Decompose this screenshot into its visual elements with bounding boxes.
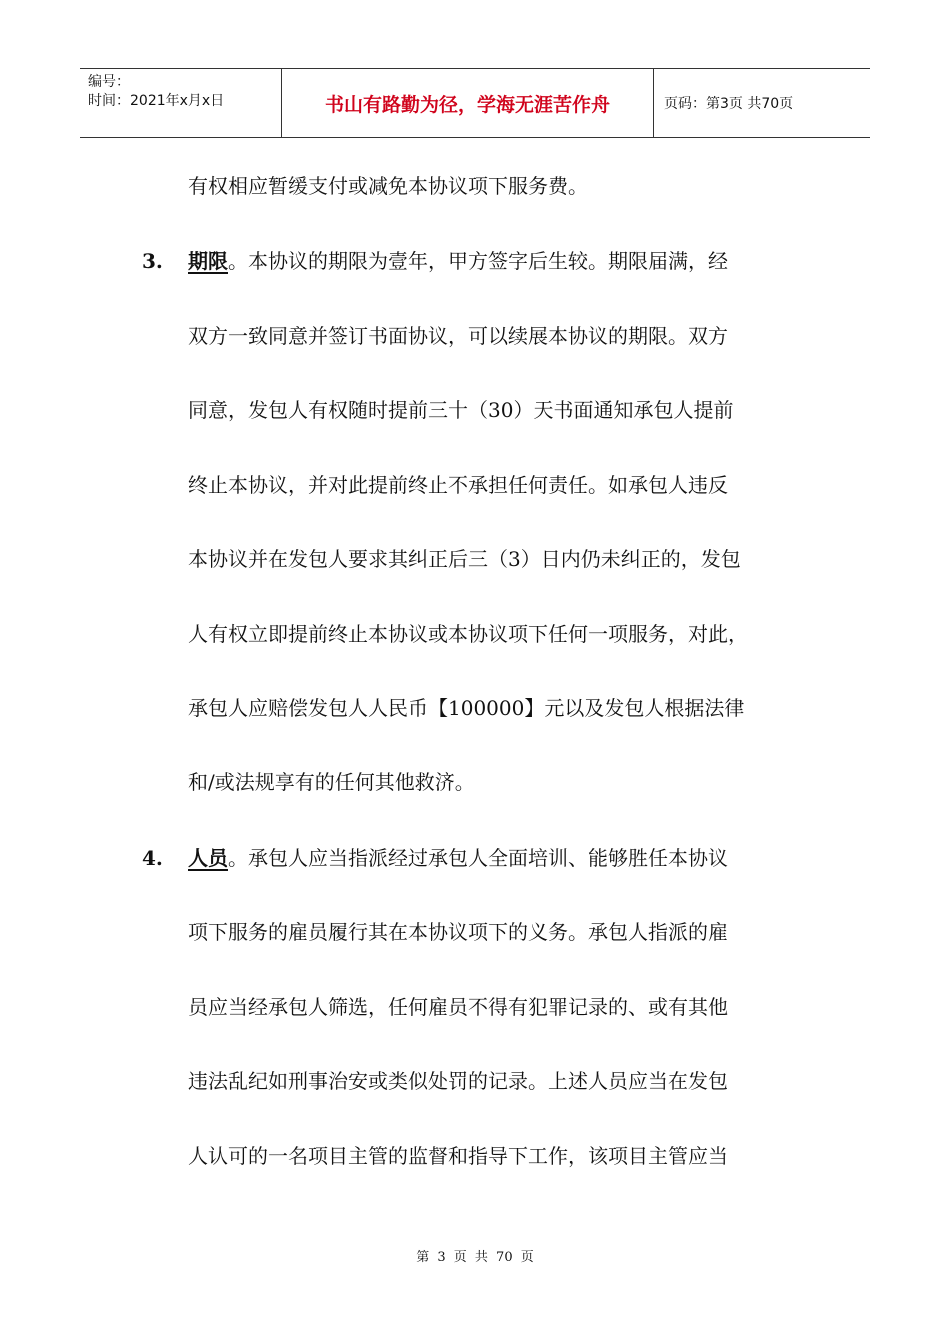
section-term: 期限 (188, 249, 228, 273)
body-line: 承包人应赔偿发包人人民币【100000】元以及发包人根据法律 (188, 696, 745, 720)
section-heading-line (188, 844, 728, 872)
header-page-info: 页码：第3页 共70页 (664, 96, 794, 112)
section-heading-line (188, 247, 728, 275)
body-line: 终止本协议，并对此提前终止不承担任何责任。如承包人违反 (188, 473, 728, 497)
section-number: 3. (142, 249, 163, 273)
body-line: 人认可的一名项目主管的监督和指导下工作，该项目主管应当 (188, 1144, 728, 1168)
section-text: 。本协议的期限为壹年，甲方签字后生较。期限届满，经 (228, 249, 728, 273)
body-line: 违法乱纪如刑事治安或类似处罚的记录。上述人员应当在发包 (188, 1069, 728, 1093)
section-number: 4. (142, 846, 163, 870)
page-footer: 第 3 页 共 70 页 (416, 1250, 534, 1265)
body-line: 人有权立即提前终止本协议或本协议项下任何一项服务，对此， (188, 622, 748, 646)
body-line: 项下服务的雇员履行其在本协议项下的义务。承包人指派的雇 (188, 920, 728, 944)
document-time-label: 时间：2021年x月x日 (88, 93, 225, 109)
header-motto: 书山有路勤为径，学海无涯苦作舟 (282, 69, 654, 137)
body-line: 和/或法规享有的任何其他救济。 (188, 770, 475, 794)
body-line: 本协议并在发包人要求其纠正后三（3）日内仍未纠正的，发包 (188, 547, 741, 571)
body-line: 有权相应暂缓支付或减免本协议项下服务费。 (188, 174, 588, 198)
header-meta-cell (80, 69, 282, 137)
document-number-label: 编号： (88, 74, 130, 90)
section-term: 人员 (188, 846, 228, 870)
page-header (80, 68, 870, 138)
section-text: 。承包人应当指派经过承包人全面培训、能够胜任本协议 (228, 846, 728, 870)
body-line: 同意，发包人有权随时提前三十（30）天书面通知承包人提前 (188, 398, 734, 422)
body-line: 双方一致同意并签订书面协议，可以续展本协议的期限。双方 (188, 324, 728, 348)
body-line: 员应当经承包人筛选，任何雇员不得有犯罪记录的、或有其他 (188, 995, 728, 1019)
